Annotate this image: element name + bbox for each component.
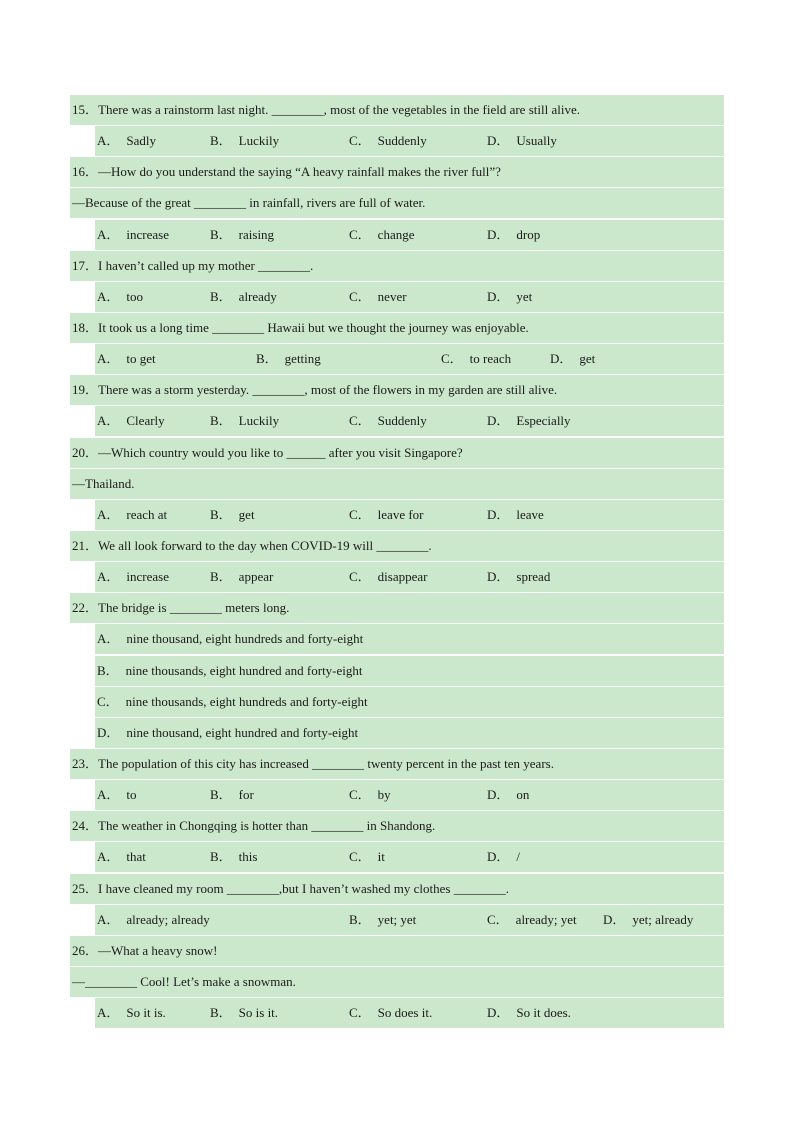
option-text: raising <box>238 226 275 242</box>
options-row <box>95 656 724 686</box>
option[interactable] <box>550 344 595 374</box>
option-label: B． <box>210 569 232 585</box>
option-label: B． <box>210 226 232 242</box>
question-row <box>70 469 724 499</box>
option[interactable] <box>97 220 169 250</box>
option-text: So it does. <box>516 1005 571 1021</box>
option[interactable] <box>97 687 368 717</box>
option-text: that <box>126 849 146 865</box>
option-text: Suddenly <box>377 133 427 149</box>
option-label: D． <box>487 849 510 865</box>
options-row <box>95 406 724 436</box>
question-text: 23．The population of this city has increased ________ twenty percent in the past ten years. <box>72 755 554 771</box>
question-row <box>70 157 724 187</box>
option-label: D． <box>487 569 510 585</box>
option[interactable] <box>97 656 363 686</box>
option-label: C． <box>349 133 371 149</box>
question-text: 20．—Which country would you like to ______ after you visit Singapore? <box>72 444 463 460</box>
option[interactable] <box>487 282 532 312</box>
options-row <box>95 842 724 872</box>
option-text: already; yet <box>515 911 577 927</box>
option-text: get <box>579 351 596 367</box>
option-text: Usually <box>516 133 557 149</box>
option-label: A． <box>97 226 120 242</box>
question-row <box>70 531 724 561</box>
option[interactable] <box>97 344 156 374</box>
option-text: increase <box>126 226 169 242</box>
option-label: B． <box>210 413 232 429</box>
option-label: A． <box>97 133 120 149</box>
option[interactable] <box>97 500 167 530</box>
option-text: / <box>516 849 521 865</box>
question-text: 26．—What a heavy snow! <box>72 942 218 958</box>
option-text: already <box>238 288 277 304</box>
options-row <box>95 905 724 935</box>
option[interactable] <box>487 905 577 935</box>
question-row <box>70 967 724 997</box>
option[interactable] <box>349 780 391 810</box>
option-text: yet; already <box>632 911 694 927</box>
option-label: B． <box>210 849 232 865</box>
option-label: D． <box>487 1005 510 1021</box>
option-label: D． <box>550 351 573 367</box>
option-label: C． <box>349 849 371 865</box>
question-text: —________ Cool! Let’s make a snowman. <box>72 973 296 989</box>
option[interactable] <box>97 780 137 810</box>
option[interactable] <box>256 344 321 374</box>
option-text: So does it. <box>377 1005 433 1021</box>
option-text: So is it. <box>238 1005 279 1021</box>
option[interactable] <box>487 780 529 810</box>
option-text: Clearly <box>126 413 165 429</box>
option-label: B． <box>210 787 232 803</box>
option[interactable] <box>97 562 169 592</box>
option-text: get <box>238 506 255 522</box>
option-label: D． <box>603 911 626 927</box>
worksheet <box>70 95 724 1029</box>
option-label: A． <box>97 569 120 585</box>
option-label: B． <box>210 506 232 522</box>
option[interactable] <box>487 406 571 436</box>
option-label: D． <box>487 413 510 429</box>
option-label: D． <box>487 133 510 149</box>
option[interactable] <box>97 126 156 156</box>
options-row <box>95 780 724 810</box>
question-text: 19．There was a storm yesterday. ________, most of the flowers in my garden are still alive. <box>72 382 558 398</box>
option-text: Luckily <box>238 413 280 429</box>
option-text: it <box>377 849 385 865</box>
option-text: yet; yet <box>377 911 417 927</box>
option-label: B． <box>256 351 278 367</box>
option-text: leave for <box>377 506 424 522</box>
option-label: A． <box>97 787 120 803</box>
options-row <box>95 998 724 1028</box>
question-row <box>70 749 724 779</box>
option[interactable] <box>349 905 416 935</box>
option-text: So it is. <box>126 1005 166 1021</box>
option[interactable] <box>487 500 544 530</box>
option[interactable] <box>97 282 143 312</box>
option[interactable] <box>349 500 424 530</box>
option-text: spread <box>516 569 551 585</box>
option-label: C． <box>349 288 371 304</box>
question-text: 24．The weather in Chongqing is hotter than ________ in Shandong. <box>72 818 436 834</box>
option-text: nine thousands, eight hundreds and forty-eight <box>125 693 368 709</box>
option[interactable] <box>349 282 407 312</box>
option[interactable] <box>97 842 146 872</box>
option-label: D． <box>97 724 120 740</box>
option-text: this <box>238 849 258 865</box>
option-text: never <box>377 288 407 304</box>
option-label: A． <box>97 631 120 647</box>
option-text: to <box>126 787 137 803</box>
option-text: already; already <box>126 911 210 927</box>
option-text: Luckily <box>238 133 280 149</box>
option[interactable] <box>349 562 427 592</box>
option-text: disappear <box>377 569 428 585</box>
question-text: —Thailand. <box>72 475 135 491</box>
option-text: to reach <box>469 351 512 367</box>
option[interactable] <box>210 562 273 592</box>
option[interactable] <box>210 282 277 312</box>
option-label: A． <box>97 506 120 522</box>
option-label: C． <box>349 1005 371 1021</box>
question-row <box>70 936 724 966</box>
option-label: B． <box>210 133 232 149</box>
question-text: 21．We all look forward to the day when COVID-19 will ________. <box>72 537 432 553</box>
option-text: to get <box>126 351 156 367</box>
option[interactable] <box>97 718 358 748</box>
option[interactable] <box>210 998 278 1028</box>
option[interactable] <box>210 842 257 872</box>
question-text: 25．I have cleaned my room ________,but I haven’t washed my clothes ________. <box>72 880 509 896</box>
option-text: nine thousands, eight hundred and forty-eight <box>125 662 363 678</box>
option-label: B． <box>210 1005 232 1021</box>
question-row <box>70 95 724 125</box>
question-row <box>70 188 724 218</box>
question-text: —Because of the great ________ in rainfall, rivers are full of water. <box>72 195 426 211</box>
question-row <box>70 874 724 904</box>
option-label: C． <box>349 413 371 429</box>
question-text: 22．The bridge is ________ meters long. <box>72 600 290 616</box>
question-row <box>70 593 724 623</box>
option[interactable] <box>349 220 414 250</box>
options-row <box>95 220 724 250</box>
option[interactable] <box>603 905 693 935</box>
option[interactable] <box>441 344 511 374</box>
option-text: reach at <box>126 506 168 522</box>
option-label: C． <box>349 787 371 803</box>
option[interactable] <box>210 500 255 530</box>
option-label: A． <box>97 849 120 865</box>
option[interactable] <box>210 406 279 436</box>
option[interactable] <box>487 126 557 156</box>
question-row <box>70 251 724 281</box>
option[interactable] <box>349 406 427 436</box>
options-row <box>95 282 724 312</box>
option-label: A． <box>97 1005 120 1021</box>
option-text: appear <box>238 569 274 585</box>
question-text: 15．There was a rainstorm last night. ________, most of the vegetables in the field are still alive. <box>72 102 580 117</box>
question-row <box>70 811 724 841</box>
option-label: C． <box>97 693 119 709</box>
option[interactable] <box>487 998 571 1028</box>
options-row <box>95 687 724 717</box>
option-label: C． <box>349 226 371 242</box>
options-row <box>95 562 724 592</box>
option[interactable] <box>97 905 210 935</box>
option[interactable] <box>210 780 254 810</box>
option[interactable] <box>210 126 279 156</box>
option-text: change <box>377 226 415 242</box>
options-row <box>95 624 724 654</box>
option-text: for <box>238 787 254 803</box>
option[interactable] <box>487 842 520 872</box>
question-row <box>70 438 724 468</box>
options-row <box>95 500 724 530</box>
option-label: C． <box>487 911 509 927</box>
option-text: nine thousand, eight hundred and forty-eight <box>126 724 359 740</box>
option[interactable] <box>349 842 385 872</box>
option-text: drop <box>516 226 541 242</box>
option-label: A． <box>97 911 120 927</box>
question-text: 16．—How do you understand the saying “A heavy rainfall makes the river full”? <box>72 164 501 180</box>
option-label: D． <box>487 226 510 242</box>
option-label: A． <box>97 288 120 304</box>
options-row <box>95 718 724 748</box>
option[interactable] <box>210 220 274 250</box>
option[interactable] <box>349 998 432 1028</box>
option-text: on <box>516 787 530 803</box>
option-text: Suddenly <box>377 413 427 429</box>
option-text: Especially <box>516 413 571 429</box>
option[interactable] <box>97 624 363 654</box>
option-label: B． <box>97 662 119 678</box>
options-row <box>95 126 724 156</box>
option-text: yet <box>516 288 533 304</box>
option[interactable] <box>487 220 540 250</box>
question-row <box>70 375 724 405</box>
question-row <box>70 313 724 343</box>
option[interactable] <box>349 126 427 156</box>
option-label: B． <box>210 288 232 304</box>
option-text: increase <box>126 569 169 585</box>
option-label: D． <box>487 288 510 304</box>
option-text: too <box>126 288 144 304</box>
option[interactable] <box>487 562 550 592</box>
option-label: C． <box>349 569 371 585</box>
option-text: getting <box>284 351 321 367</box>
option-label: C． <box>441 351 463 367</box>
option-label: C． <box>349 506 371 522</box>
option[interactable] <box>97 998 166 1028</box>
question-text: 17．I haven’t called up my mother ________. <box>72 257 314 273</box>
option-text: nine thousand, eight hundreds and forty-eight <box>126 631 364 647</box>
option-label: A． <box>97 351 120 367</box>
option-text: leave <box>516 506 544 522</box>
option-label: D． <box>487 506 510 522</box>
options-row <box>95 344 724 374</box>
option-text: Sadly <box>126 133 157 149</box>
option[interactable] <box>97 406 165 436</box>
question-text: 18．It took us a long time ________ Hawaii but we thought the journey was enjoyable. <box>72 319 529 335</box>
option-label: B． <box>349 911 371 927</box>
option-label: A． <box>97 413 120 429</box>
option-text: by <box>377 787 391 803</box>
option-label: D． <box>487 787 510 803</box>
